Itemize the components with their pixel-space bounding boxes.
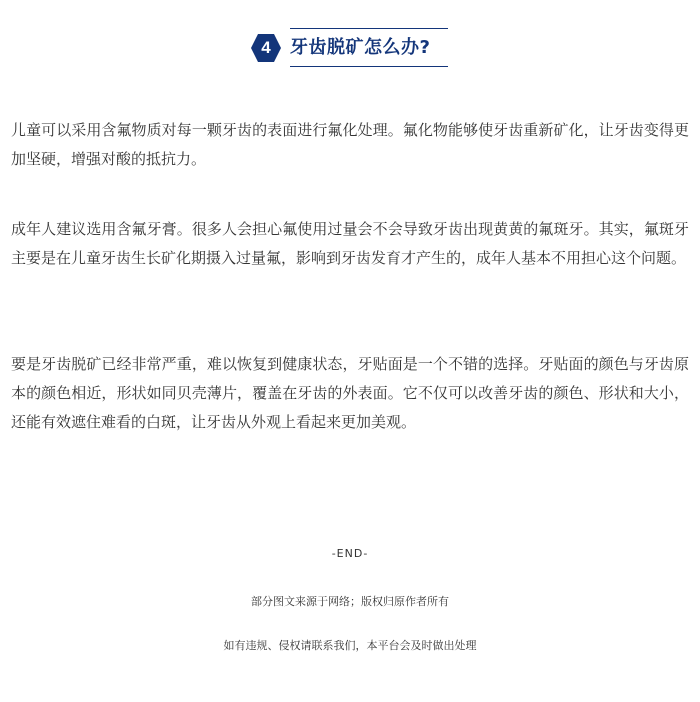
section-title: 牙齿脱矿怎么办? <box>290 37 431 58</box>
heading-top-rule <box>290 28 448 29</box>
paragraph-veneers: 要是牙齿脱矿已经非常严重，难以恢复到健康状态，牙贴面是一个不错的选择。牙贴面的颜色与牙齿原本的颜色相近，形状如同贝壳薄片，覆盖在牙齿的外表面。它不仅可以改善牙齿的颜色、形状和大小，还能有效遮住难看的白斑，让牙齿从外观上看起来更加美观。 <box>11 355 689 431</box>
end-mark: -END- <box>331 547 369 560</box>
paragraph-children-fluoride: 儿童可以采用含氟物质对每一颗牙齿的表面进行氟化处理。氟化物能够使牙齿重新矿化，让牙齿变得更加坚硬，增强对酸的抵抗力。 <box>11 121 689 168</box>
heading-bottom-rule <box>290 66 448 67</box>
hexagon-number-badge <box>250 33 282 63</box>
source-note: 部分图文来源于网络；版权归原作者所有 <box>251 595 449 608</box>
section-number: 4 <box>261 38 271 57</box>
contact-note: 如有违规、侵权请联系我们，本平台会及时做出处理 <box>223 639 477 652</box>
section-heading <box>250 27 448 69</box>
paragraph-adult-toothpaste: 成年人建议选用含氟牙膏。很多人会担心氟使用过量会不会导致牙齿出现黄黄的氟斑牙。其实，氟斑牙主要是在儿童牙齿生长矿化期摄入过量氟，影响到牙齿发育才产生的，成年人基本不用担心这个问题。 <box>11 220 689 267</box>
